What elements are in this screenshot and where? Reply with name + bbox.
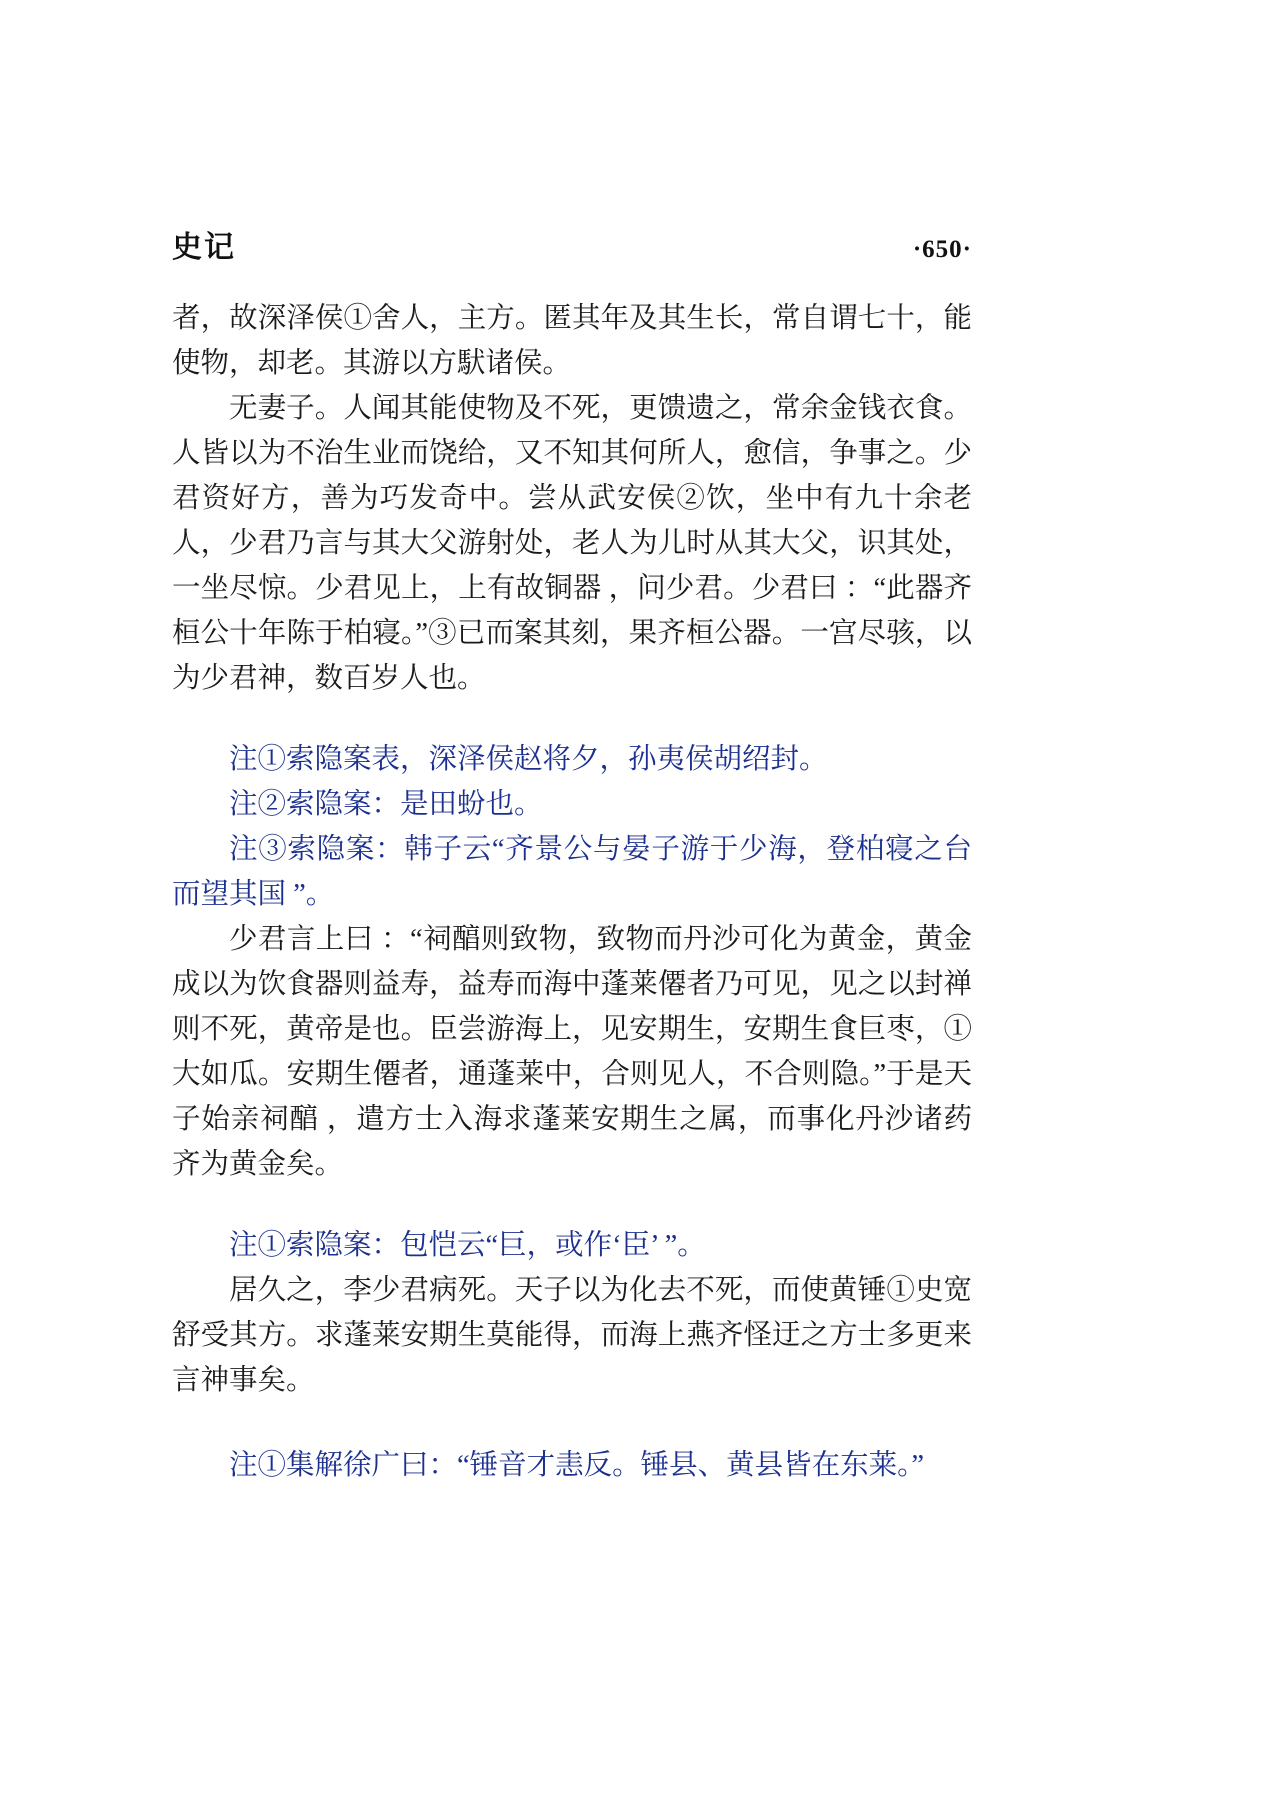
book-title: 史记 [172,231,236,264]
note-2: 注②索隐案：是田蚡也。 [229,789,543,820]
paragraph-3: 少君言上曰 ：“祠醕则致物，致物而丹沙可化为黄金，黄金成以为饮食器则益寿，益寿而海中蓬莱僊者乃可见，见之以封禅则不死，黄帝是也。臣尝游海上，见安期生，安期生食巨枣，①大如瓜。安期生僊者，通蓬莱中，合则见人，不合则隐。”于是天子始亲祠醕 ，遣方士入海求蓬莱安期生之属，而事化丹沙诸药齐为黄金矣。 [172,924,972,1180]
note-5: 注①集解徐广曰：“锤音才恚反。锤县、黄县皆在东莱。” [229,1450,925,1481]
spacer [172,1403,972,1443]
paragraph-1: 者，故深泽侯①舍人，主方。匿其年及其生长，常自谓七十，能使物，却老。其游以方䭾诸侯。 [172,303,972,379]
spacer [172,1187,972,1223]
page-number: ·650· [912,236,972,263]
note-3: 注③索隐案：韩子云“齐景公与晏子游于少海，登柏寝之台而望其国 ”。 [172,834,972,910]
paragraph-2: 无妻子。人闻其能使物及不死，更馈遗之，常余金钱衣食。人皆以为不治生业而饶给，又不知其何所人，愈信，争事之。少君资好方，善为巧发奇中。尝从武安侯②饮，坐中有九十余老人，少君乃言与其大父游射处，老人为儿时从其大父，识其处，一坐尽惊。少君见上，上有故铜器 ，问少君。少君曰 ：“此器齐桓公十年陈于柏寝。”③已而案其刻，果齐桓公器。一宫尽骇，以为少君神，数百岁人也。 [172,393,972,694]
spacer [172,701,972,737]
page-content [172,222,972,1488]
page-header [172,222,972,266]
note-1: 注①索隐案表，深泽侯赵将夕，孙夷侯胡绍封。 [229,744,828,775]
note-4: 注①索隐案：包恺云“巨，或作‘臣’ ”。 [229,1230,706,1261]
paragraph-4: 居久之，李少君病死。天子以为化去不死，而使黄锤①史宽舒受其方。求蓬莱安期生莫能得，而海上燕齐怪迂之方士多更来言神事矣。 [172,1275,972,1396]
